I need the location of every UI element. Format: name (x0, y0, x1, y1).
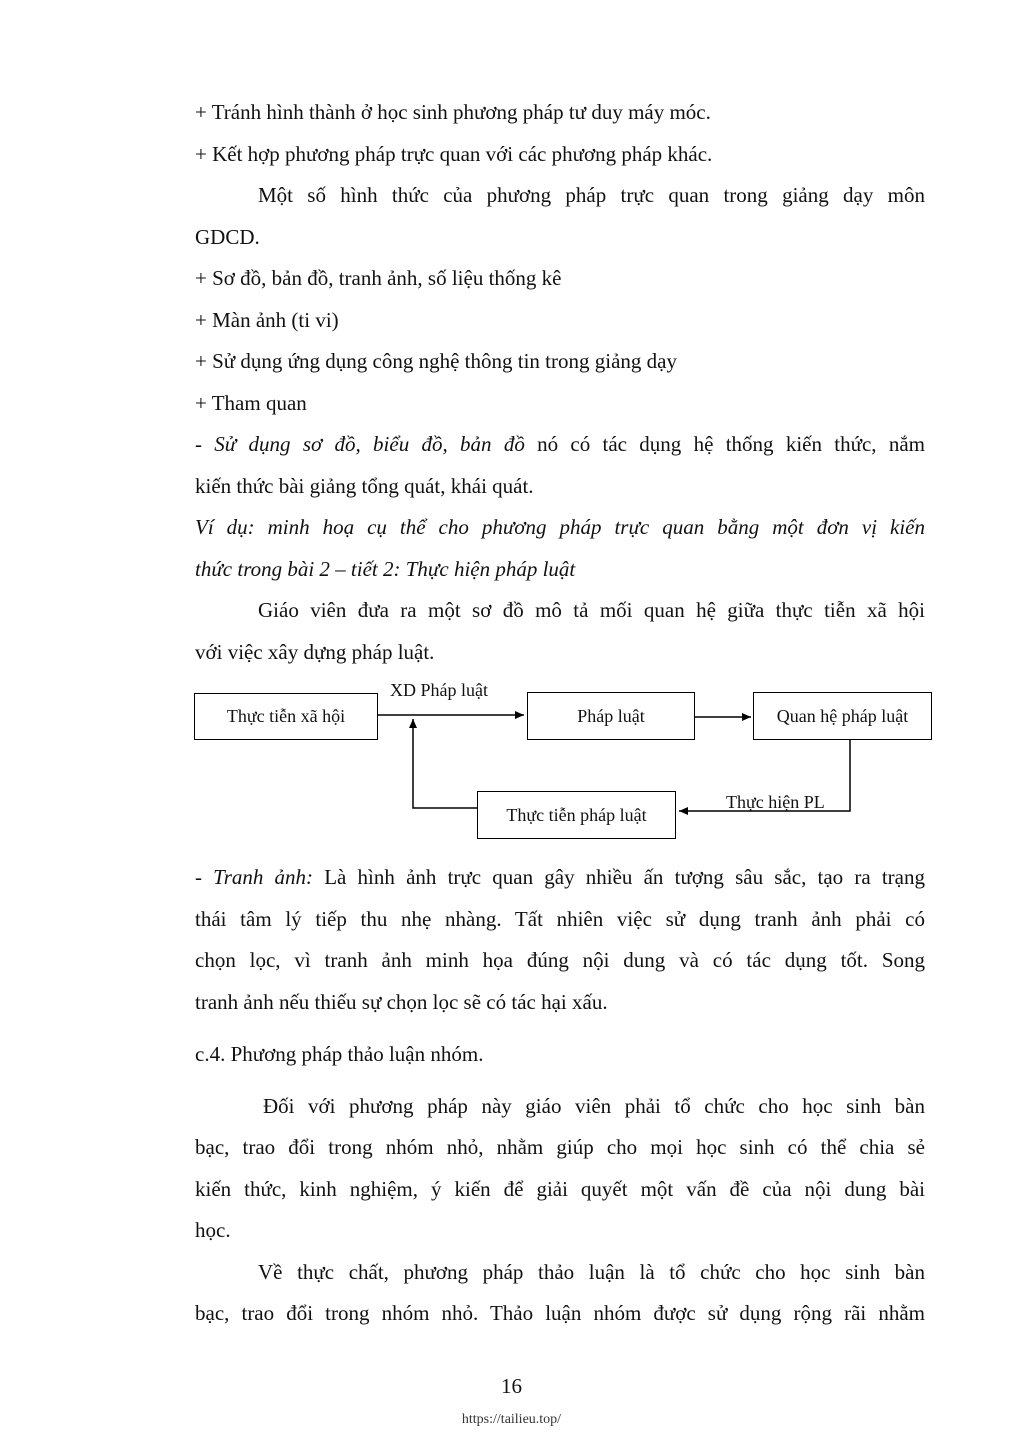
text-line: học. (195, 1218, 231, 1242)
text-line: Về thực chất, phương pháp thảo luận là tổ chức cho học sinh bàn (258, 1260, 925, 1284)
text-line: bạc, trao đổi trong nhóm nhỏ, nhằm giúp cho mọi học sinh có thể chia sẻ (195, 1135, 925, 1159)
box-law: Pháp luật (527, 692, 695, 740)
text-line: + Tham quan (195, 391, 307, 415)
arrow-practice-to-build (413, 719, 478, 808)
dash: - (195, 432, 215, 456)
box-social-practice: Thực tiễn xã hội (194, 693, 378, 740)
text-line: với việc xây dựng pháp luật. (195, 640, 435, 664)
text-line: + Tránh hình thành ở học sinh phương pháp tư duy máy móc. (195, 100, 711, 124)
text-run: Là hình ảnh trực quan gây nhiều ấn tượng sâu sắc, tạo ra trạng (313, 865, 925, 889)
text-line: kiến thức bài giảng tổng quát, khái quát. (195, 474, 534, 498)
text-line: + Sơ đồ, bản đồ, tranh ảnh, số liệu thống kê (195, 266, 562, 290)
footer-url[interactable]: https://tailieu.top/ (461, 1412, 562, 1427)
label-implement-law: Thực hiện PL (726, 792, 825, 812)
text-line: + Màn ảnh (ti vi) (195, 308, 339, 332)
text-line: chọn lọc, vì tranh ảnh minh họa đúng nội dung và có tác dụng tốt. Song (195, 948, 925, 972)
text-line: Đối với phương pháp này giáo viên phải tổ chức cho học sinh bàn (263, 1094, 925, 1118)
page-number: 16 (501, 1374, 522, 1398)
text-run: nó có tác dụng hệ thống kiến thức, nắm (524, 432, 925, 456)
example-line: thức trong bài 2 – tiết 2: Thực hiện pháp luật (195, 557, 576, 581)
text-line (195, 431, 925, 457)
text-line: tranh ảnh nếu thiếu sự chọn lọc sẽ có tác hại xấu. (195, 990, 608, 1014)
box-legal-relation: Quan hệ pháp luật (753, 692, 932, 740)
text-line: + Kết hợp phương pháp trực quan với các phương pháp khác. (195, 142, 713, 166)
emphasis: Tranh ảnh: (213, 865, 314, 889)
text-line: Một số hình thức của phương pháp trực quan trong giảng dạy môn (258, 183, 925, 207)
text-line (195, 864, 925, 890)
example-line: Ví dụ: minh hoạ cụ thể cho phương pháp trực quan bằng một đơn vị kiến (195, 515, 925, 539)
text-line: Giáo viên đưa ra một sơ đồ mô tả mối quan hệ giữa thực tiễn xã hội (258, 598, 925, 622)
text-line: kiến thức, kinh nghiệm, ý kiến để giải quyết một vấn đề của nội dung bài (195, 1177, 925, 1201)
text-line: GDCD. (195, 225, 260, 249)
text-line: thái tâm lý tiếp thu nhẹ nhàng. Tất nhiên việc sử dụng tranh ảnh phải có (195, 907, 925, 931)
text-line: bạc, trao đổi trong nhóm nhỏ. Thảo luận nhóm được sử dụng rộng rãi nhằm (195, 1301, 925, 1325)
text-line: + Sử dụng ứng dụng công nghệ thông tin trong giảng dạy (195, 349, 677, 373)
box-legal-practice: Thực tiễn pháp luật (477, 791, 676, 839)
label-build-law: XD Pháp luật (390, 680, 488, 700)
section-heading: c.4. Phương pháp thảo luận nhóm. (195, 1042, 484, 1066)
dash: - (195, 865, 214, 889)
emphasis: Sử dụng sơ đồ, biểu đồ, bản đồ (214, 432, 525, 456)
